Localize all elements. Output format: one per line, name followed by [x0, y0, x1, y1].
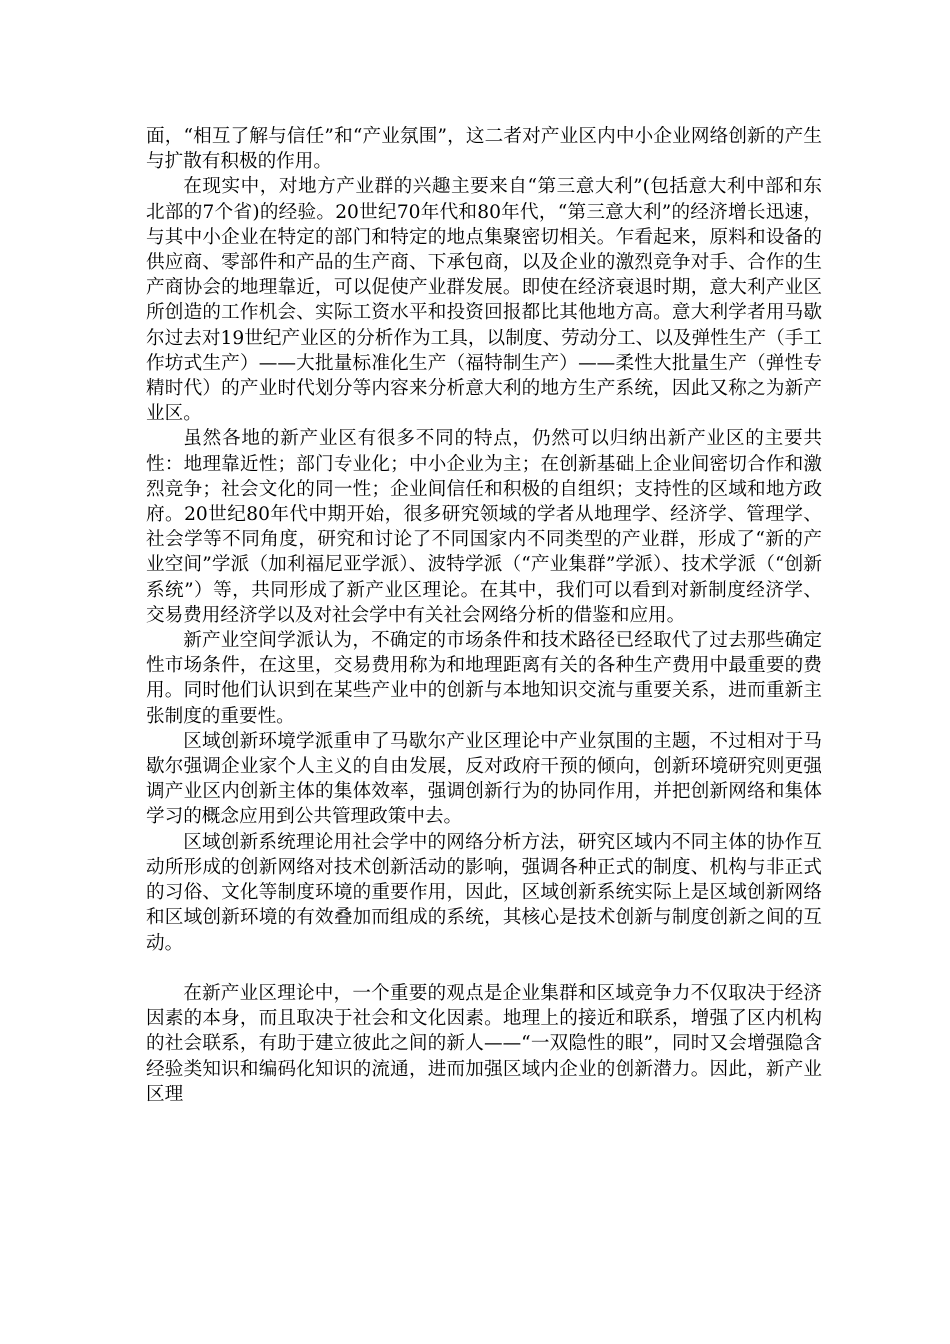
paragraph-third-italy: 在现实中，对地方产业群的兴趣主要来自“第三意大利”(包括意大利中部和东北部的7个省)的经验。20世纪70年代和80年代，“第三意大利”的经济增长迅速，与其中小企业在特定的部门和特定的地点集聚密切相关。乍看起来，原料和设备的供应商、零部件和产品的生产商、下承包商，以及企业的激烈竞争对手、合作的生产商协会的地理靠近，可以促使产业群发展。即使在经济衰退时期，意大利产业区所创造的工作机会、实际工资水平和投资回报都比其他地方高。意大利学者用马歇尔过去对19世纪产业区的分析作为工具，以制度、劳动分工、以及弹性生产（手工作坊式生产）——大批量标准化生产（福特制生产）——柔性大批量生产（弹性专精时代）的产业时代划分等内容来分析意大利的地方生产系统，因此又称之为新产业区。: [146, 176, 822, 425]
paragraph-continuation: 面，“相互了解与信任”和“产业氛围”，这二者对产业区内中小企业网络创新的产生与扩散有积极的作用。: [146, 126, 822, 173]
paragraph-innovative-milieu: 区域创新环境学派重申了马歇尔产业区理论中产业氛围的主题，不过相对于马歇尔强调企业家个人主义的自由发展，反对政府干预的倾向，创新环境研究则更强调产业区内创新主体的集体效率，强调创新行为的协同作用，并把创新网络和集体学习的概念应用到公共管理政策中去。: [146, 730, 822, 828]
paragraph-social-culture: 在新产业区理论中，一个重要的观点是企业集群和区域竞争力不仅取决于经济因素的本身，而且取决于社会和文化因素。地理上的接近和联系，增强了区内机构的社会联系，有助于建立彼此之间的新人——“一双隐性的眼”，同时又会增强隐含经验类知识和编码化知识的流通，进而加强区域内企业的创新潜力。因此，新产业区理: [146, 982, 822, 1105]
paragraph-regional-innovation-system: 区域创新系统理论用社会学中的网络分析方法，研究区域内不同主体的协作互动所形成的创新网络对技术创新活动的影响，强调各种正式的制度、机构与非正式的习俗、文化等制度环境的重要作用，因此，区域创新系统实际上是区域创新网络和区域创新环境的有效叠加而组成的系统，其核心是技术创新与制度创新之间的互动。: [146, 831, 822, 954]
body-text: [146, 124, 822, 1107]
paragraph-new-industrial-space: 新产业空间学派认为，不确定的市场条件和技术路径已经取代了过去那些确定性市场条件，在这里，交易费用称为和地理距离有关的各种生产费用中最重要的费用。同时他们认识到在某些产业中的创新与本地知识交流与重要关系，进而重新主张制度的重要性。: [146, 630, 822, 727]
paragraph-common-features: 虽然各地的新产业区有很多不同的特点，仍然可以归纳出新产业区的主要共性：地理靠近性；部门专业化；中小企业为主；在创新基础上企业间密切合作和激烈竞争；社会文化的同一性；企业间信任和积极的自组织；支持性的区域和地方政府。20世纪80年代中期开始，很多研究领域的学者从地理学、经济学、管理学、社会学等不同角度，研究和讨论了不同国家内不同类型的产业群，形成了“新的产业空间”学派（加利福尼亚学派）、波特学派（“产业集群”学派）、技术学派（“创新系统”）等，共同形成了新产业区理论。在其中，我们可以看到对新制度经济学、交易费用经济学以及对社会学中有关社会网络分析的借鉴和应用。: [146, 428, 822, 626]
